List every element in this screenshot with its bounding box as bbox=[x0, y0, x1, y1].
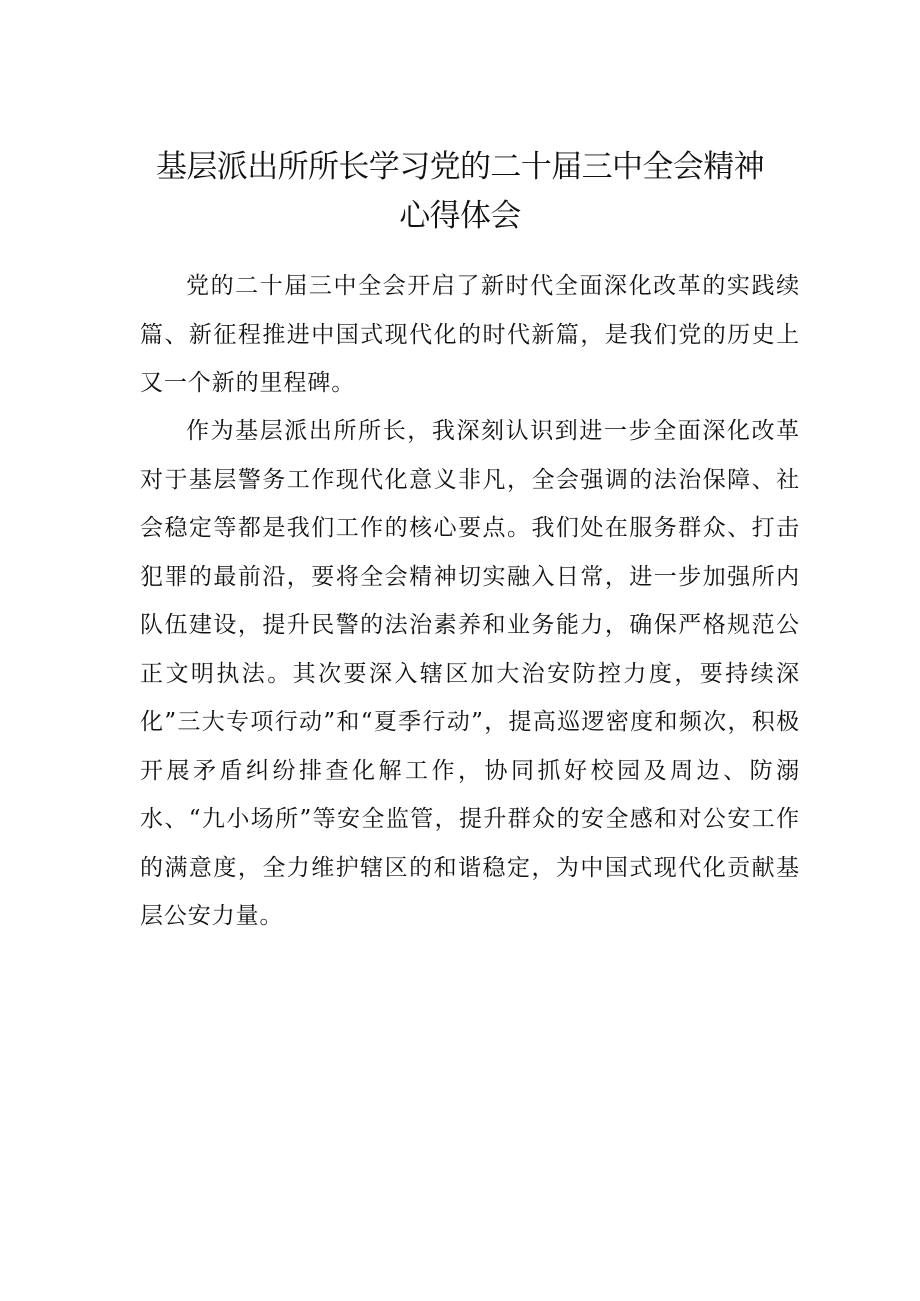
paragraph-2: 作为基层派出所所长，我深刻认识到进一步全面深化改革对于基层警务工作现代化意义非凡，全会强调的法治保障、社会稳定等都是我们工作的核心要点。我们处在服务群众、打击犯罪的最前沿，要将全会精神切实融入日常，进一步加强所内队伍建设，提升民警的法治素养和业务能力，确保严格规范公正文明执法。其次要深入辖区加大治安防控力度，要持续深化”三大专项行动”和“夏季行动”，提高巡逻密度和频次，积极开展矛盾纠纷排查化解工作，协同抓好校园及周边、防溺水、“九小场所”等安全监管，提升群众的安全感和对公安工作的满意度，全力维护辖区的和谐稳定，为中国式现代化贡献基层公安力量。 bbox=[140, 418, 800, 929]
paragraph-1: 党的二十届三中全会开启了新时代全面深化改革的实践续篇、新征程推进中国式现代化的时代新篇，是我们党的历史上又一个新的里程碑。 bbox=[140, 273, 800, 396]
document-title-line-1: 基层派出所所长学习党的二十届三中全会精神 bbox=[156, 149, 764, 185]
document-title-line-2: 心得体会 bbox=[399, 198, 521, 234]
